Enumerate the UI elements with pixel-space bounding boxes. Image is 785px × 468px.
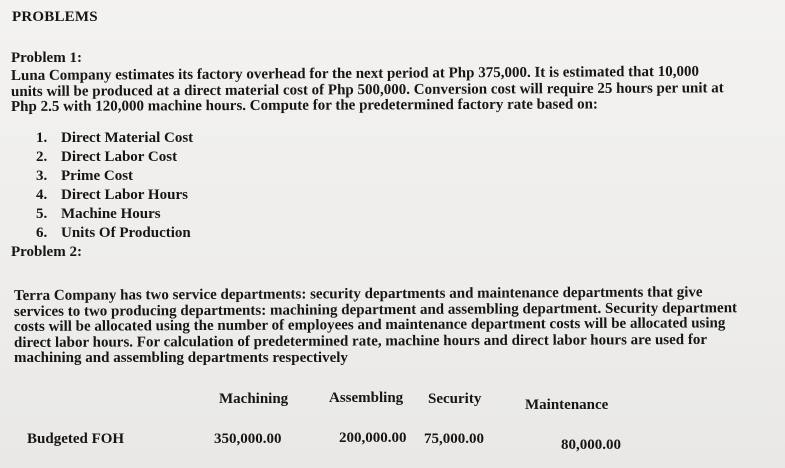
problem-1-line: Php 2.5 with 120,000 machine hours. Compute for the predetermined factory rate based on: (10, 96, 598, 115)
value-maintenance: 80,000.00 (561, 437, 621, 453)
problem-2-paragraph (13, 284, 738, 367)
problem-2-line: costs will be allocated using the number of employees and maintenance department costs will be allocated using (13, 315, 726, 335)
column-header-maintenance: Maintenance (525, 397, 609, 413)
problem-2-title: Problem 2: (11, 244, 82, 260)
column-header-assembling: Assembling (329, 390, 404, 406)
problem-2-line: services to two producing departments: machining department and assembling department. Security department (13, 299, 738, 320)
column-header-machining: Machining (219, 391, 289, 407)
problem-2-line: Terra Company has two service departments: security departments and maintenance departments that give (13, 284, 703, 304)
page-heading: PROBLEMS (12, 9, 98, 25)
column-header-security: Security (428, 391, 482, 407)
list-item: 1. Direct Material Cost (36, 130, 194, 146)
problem-2-line: direct labor hours. For calculation of predetermined rate, machine hours and direct labor hours are used for (13, 331, 708, 351)
value-security: 75,000.00 (424, 431, 484, 447)
problem-2-line: machining and assembling departments respectively (14, 350, 348, 366)
problem-1-line: units will be produced at a direct material cost of Php 500,000. Conversion cost will require 25 hours per unit at (10, 79, 724, 100)
list-item: 3. Prime Cost (36, 168, 134, 184)
row-label-budgeted-foh: Budgeted FOH (27, 431, 125, 447)
problem-1-list (36, 129, 193, 243)
problem-1-title: Problem 1: (11, 50, 82, 66)
list-item: 6. Units Of Production (36, 225, 191, 241)
problem-1-line: Luna Company estimates its factory overhead for the next period at Php 375,000. It is estimated that 10,000 (10, 63, 700, 84)
value-machining: 350,000.00 (214, 431, 282, 447)
problem-1-paragraph (10, 63, 724, 116)
list-item: 2. Direct Labor Cost (36, 149, 178, 165)
value-assembling: 200,000.00 (339, 430, 407, 446)
list-item: 4. Direct Labor Hours (36, 187, 188, 203)
list-item: 5. Machine Hours (36, 206, 161, 222)
